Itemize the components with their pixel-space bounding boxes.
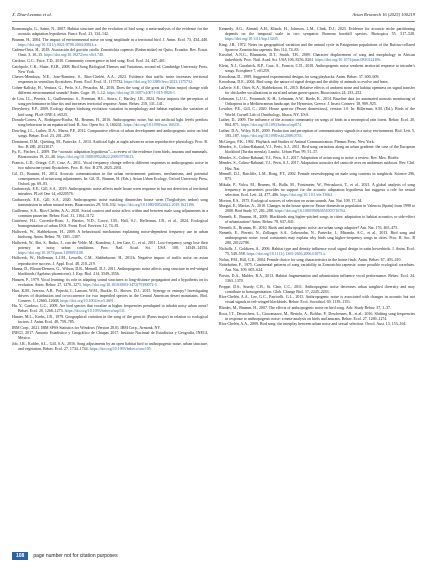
reference-entry: Hunter, M.L., Krebs, J.R., 1979. Geographical variation in the song of the great tit (Parus major) in relation to ecological factors. J. Anim. Ecol. 48, 759–785.	[12, 313, 208, 325]
footer-note: page number not for citation purposes	[33, 553, 118, 559]
reference-entry: Mendes, S., Colino-Rabanal, V.J., Peris, S.J., 2017. Adaptation acoustics del canto de aves en ambientes ruidosos. Rev. Chil. Hist. Nat.	[219, 160, 416, 171]
reference-entry: Nottebohm, F., 1975. Continental patterns of song variability in Zonotrichia capensis: some possible ecological correlates. Am. Nat. 109, 605–624.	[219, 262, 415, 273]
reference-entry: Guillermo, S.A., Ríos-Chelén, A.A., 2020. Social context and noise affect within and between male song adjustments in a common passerine. Behav. Ecol. 31, 1164–1172.	[12, 207, 208, 218]
page-number: 108	[12, 552, 28, 560]
reference-entry: Kirschel, A.N.G., Blumstein, D.T., Smith, T.B., 2009. Character displacement of song and morphology in African tinkerbirds. Proc. Natl. Acad. Sci. USA 106, 8256–8261. https://doi.org/10.1073/pnas.0810124106.	[219, 52, 415, 63]
doi-link[interactable]: https://doi.org/10.1016/0003-3472(79)90072-5.	[82, 281, 158, 287]
reference-entry: Kroodsma, D.E., 2004. Bird song: the nature of signal design and the ability of animals to evolve and learn.	[219, 79, 389, 85]
reference-entry: Job, J.R., Kohler, S.L., Gill, S.A., 2016. Song adjustments by an open habitat bird to anthropogenic noise, urban structure, and vegetation. Behav. Ecol. 27, 1734–1744. https://doi.org/10.1093/beheco/arw105.	[12, 340, 208, 352]
doi-link[interactable]: https://doi.org/10.1002/ece3.4691.	[60, 297, 115, 303]
reference-entry: Halfwerk, W., Slabbekoorn, H., 2009. A behavioural mechanism explaining noise-dependent frequency use in urban birdsong. Anim. Behav. 78, 1301–1307.	[12, 229, 208, 240]
reference-entry: Dowling, J.L., Luther, D.A., Marra, P.P., 2012. Comparative effects of urban development and anthropogenic noise on bird songs. Behav. Ecol. 23, 201–209.	[12, 127, 208, 138]
reference-entry: Cardoso, G.C., Price, T.D., 2010. Community convergence in bird song. Evol. Ecol. 24, 447–461.	[12, 58, 166, 64]
reference-entry: Luther, D., 2009. The influence of the acoustic community on songs of birds in a neotropical rain forest. Behav. Ecol. 20, 864–871. https://doi.org/10.1093/beheco/arp074.	[219, 117, 415, 128]
doi-link[interactable]: https://doi.org/10.1093/beheco/arp131.	[64, 308, 126, 314]
reference-entry: Nemeth, E., Pieretti, N., Zollinger, S.A., Geberzahn, N., Partecke, J., Miranda, A.C., et al., 2013. Bird song and anthropogenic noise: vocal constraints may explain why birds sing higher-frequency songs in cities. Proc. R. Soc. B 280, 20122798.	[219, 230, 415, 246]
reference-entry: Ríos-Chelén, A.A., Lee, G.C., Patricelli, G.L., 2015. Anthropogenic noise is associated with changes in acoustic but not visual signals in red-winged blackbirds. Behav. Ecol. Sociobiol. 69, 1139–1151.	[219, 294, 415, 305]
references-left-column	[12, 26, 208, 352]
doi-link[interactable]: https://doi.org/10.1007/s10071-015-0926-1.	[106, 90, 177, 96]
reference-entry: Hansen, P., 1979. Vocal learning: its role in adapting sound structures to long-distance propagation and a hypothesis on its evolution. Anim. Behav. 27, 1270–1271. https://doi.org/10.1016/0003-3472(79)90072-5.	[12, 276, 208, 287]
reference-entry: Nemeth, E., Brumm, H., 2009. Blackbirds sing higher-pitched songs in cities: adaptation to habitat acoustics or side-effect of urbanization? Anim. Behav. 78, 637–641.	[219, 213, 415, 224]
reference-entry: Potvin, D.A., Mulder, R.A., 2013. Habitat fragmentation and urbanization influence vocal performance. Behav. Ecol. 24, 1363–1370.	[219, 273, 415, 284]
doi-link[interactable]: https://doi.org/10.1073/pnas.0810124106.	[315, 57, 382, 63]
reference-entry: Kroodsma, D., 1989. Suggested experimental designs for song playbacks. Anim. Behav. 37, 600–609.	[219, 73, 380, 79]
header-journal: Avian Research 16 (2025) 100219	[352, 12, 415, 17]
references-right-column	[219, 26, 415, 327]
reference-entry: Brumm, H., 2004. The impact of environmental noise on song amplitude in a territorial bird. J. Anim. Ecol. 73, 434–440. https://doi.org/10.1111/j.0021-8790.2004.00814.x.	[12, 36, 208, 47]
reference-entry: Roca, I.T., Desrochers, L., Giacomazzo, M., Bertolo, A., Bolduc, P., Deschesnes, R., et al., 2016. Shifting song frequencies in response to anthropogenic noise: a meta-analysis on birds and anurans. Behav. Ecol. 27, 1269–1274.	[219, 310, 415, 321]
reference-entry: Dorado-Correa, A., Rodriguez-Rocha, M., Brumm, H., 2016. Anthropogenic noise, but not artificial light levels predicts song behaviour in an equatorial bird. R. Soc. Open Sci. 3, 160231. https://doi.org/10.1098/rsos.160231.	[12, 117, 208, 128]
header-authors: X. Díaz-Lezama et al.	[12, 12, 52, 17]
reference-entry: Kleist, N.J., Guralnick, R.P., Cruz, A., Francis, C.D., 2018. Anthropogenic noise weakens territorial response to intruder's songs. Ecosphere 7, e01259.	[219, 63, 415, 74]
doi-link[interactable]: https://doi.org/10.1111/j.0021-8790.2004.00814.x.	[18, 41, 98, 47]
reference-entry: Lowther, P.E., Gill, C., 2020. House sparrow (Passer domesticus), version 1.0. In: Billerman, S.M. (Ed.), Birds of the World. Cornell Lab of Ornithology, Ithaca, NY, USA.	[219, 106, 415, 117]
reference-entry: Bosmanoglu, G., Saino, N., 2007. Habitat structure and the evolution of bird song: a meta-analysis of the evidence for the acoustic adaptation hypothesis. Funct. Ecol. 21, 134–142.	[12, 26, 208, 37]
reference-entry: Morton, E.S., 1975. Ecological sources of selection on avian sounds. Am. Nat. 109, 17–34.	[219, 197, 363, 203]
reference-entry: Murgui, E., Macías, A., 2010. Changes in the house sparrow Passer domesticus population in Valencia (Spain) from 1998 to 2008. Bird Study 57, 281–288. https://doi.org/10.1080/00063651003716762.	[219, 203, 415, 214]
reference-entry: Hart, K.M., Ivereza, A.R., Pojnshi, I., Lanson, W.M., Buckle, D., Shover, D.J., 2015. Synergy or entropy? Investigating drivers of distribution and co-occurrence for two imperiled species in the Central American desert mountains. Biol. Conserv. 1, 12660–12668. https://doi.org/10.1002/ece3.4691.	[12, 287, 208, 303]
running-header	[12, 10, 415, 20]
reference-entry: Mendes, S., Colino-Rabanal, V.J., Peris, S.J., 2011. Bird song variations along an urban gradient: the case of the European blackbird (Turdus merula). Landsc. Urban Plan. 99, 51–57.	[219, 144, 415, 155]
reference-entry: Derryberry, E.P., 2009. Ecology shapes birdsong evolution: variation in morphology and habitat explains the variation of bird song. PLoS ONE 4, e6525.	[12, 106, 208, 117]
reference-entry: McGregor, P.K., 1992. Playback and Studies of Animal Communication. Plenum Press, New York.	[219, 138, 375, 144]
reference-entry: Nolan, P.M., Hill, G.E., 2004. Female choice for song characteristics in the house finch. Anim. Behav. 67, 403–410.	[219, 256, 402, 262]
doi-link[interactable]: https://doi.org/10.1080/09524622.2009.9753613.	[56, 154, 135, 160]
reference-entry: Lehmann, G.U.C., Frommolt, K.-H., Lehmann, A.W., Riede, K., 2014. Baseline data for automated acoustic monitoring of Orthoptera in a Mediterranean landscape, the Hymettos, Greece. J. Insect Conserv. 18, 909–925.	[219, 95, 415, 106]
reference-entry: Grabarczyk, E.E., Gill, S.A., 2020. Anthropogenic noise masking diminishes house wren (Troglodytes aedon) song transmission in urban natural areas. Bioacoustics 29, 518–532. https://doi.org/10.1080/09524622.2019.1621196.	[12, 197, 208, 208]
reference-entry: Dominoni, D.M., Quetting, M., Partecke, J., 2013. Artificial light at night advances avian reproductive physiology. Proc. R. Soc. B 280, 20123017.	[12, 138, 208, 149]
reference-entry: Proppe, D.S., Sturdy, C.B., St. Clair, C.C., 2011. Anthropogenic noise decreases urban songbird diversity and may contribute to homogenization. Glob. Change Biol. 17, 2245–2263.	[219, 283, 415, 294]
doi-link[interactable]: https://doi.org/10.1080/09524622.2019.1621196.	[117, 202, 195, 208]
doi-link[interactable]: https://doi.org/10.1080/00063651003716762.	[274, 208, 347, 214]
reference-entry: Nemeth, E., Brumm, H., 2010. Birds and anthropogenic noise: are urban songs adaptive? Am. Nat. 176, 465–475.	[219, 224, 399, 230]
reference-entry: Kennedy, A.G., Ahmad, A.H., Klinck, H., Johnson, L.M., Clink, D.J., 2023. Evidence for acoustic niche partitioning depends on the temporal scale in two sympatric Bornean hornbill species. Biotropica 55, 517–528. https://doi.org/10.1111/btp.13205.	[219, 26, 415, 42]
reference-entry: Luther, D.A., Wiley, R.H., 2009. Production and perception of communicatory signals in a noisy environment. Biol. Lett. 5, 183–187. https://doi.org/10.1098/rsbl.2008.0733.	[219, 127, 415, 138]
doi-link[interactable]: https://doi.org/10.1098/rsbl.2008.0733.	[240, 132, 303, 138]
reference-entry: INEGI, 2017. Anuario Estadístico y Geográfico de Chiapas 2017. Instituto Nacional de Estadística y Geografía, INEGI, México.	[12, 330, 208, 341]
reference-entry: Ríos-Chelén, A.A., 2009. Bird song: the interplay between urban noise and sexual selection. Oecol. Aust. 13, 153–164.	[219, 321, 407, 327]
reference-entry: Hu, Y., Cardoso, G.C., 2009. Are bird species that vocalize at higher frequencies preadapted to inhabit noisy urban areas? Behav. Ecol. 20, 1268–1273. https://doi.org/10.1093/beheco/arp131.	[12, 303, 208, 314]
reference-entry: Hanna, D., Blouin-Demers, G., Wilson, D.R., Mennill, D.J., 2011. Anthropogenic noise affects song structure in red-winged blackbirds (Agelaius phoeniceus). J. Exp. Biol. 214, 3549–3556.	[12, 266, 208, 277]
reference-entry: Nicholls, J., Goldizen, A., 2006. Habitat type and density influence vocal signal design in satin bowerbirds. J. Anim. Ecol. 75, 549–558. https://doi.org/10.1111/j.1365-2656.2006.01075.x.	[219, 245, 415, 257]
doi-link[interactable]: https://doi.org/10.1073/pnas.1109091108.	[18, 249, 84, 255]
doi-link[interactable]: https://doi.org/10.1111/btp.13205.	[225, 36, 279, 42]
reference-entry: Mennill, D.J., Ratcliffe, L.M., Boag, P.T., 2002. Female eavesdropping on male song contests in songbirds. Science 296, 873.	[219, 171, 415, 182]
doi-link[interactable]: https://doi.org/10.18272/reo.v0i3.740.	[44, 52, 105, 58]
doi-link[interactable]: https://doi.org/10.3389/fevo.2023.1175732.	[124, 79, 193, 85]
reference-entry: King, J.R., 1972. Notes on geographical variation and the annual cycle in Patagonian populations of the Rufous-collared Sparrow Zonotrichia capensis. Ibis 114, 74–83.	[219, 41, 415, 52]
doi-link[interactable]: https://doi.org/10.1111/j.1365-2656.2006.01075.x.	[246, 251, 327, 257]
reference-entry: de Lira, I.L., Pereira, L., Guilhermino, S., Freeman, H.L., Sierra, J., Hartley, J.R., 2024. Noise impacts the perception of song performance in blue tits and increases territorial response. Anim. Behav. 210, 131–141.	[12, 95, 208, 106]
reference-entry: Cadena-Ortiz, H., 2018. Asociación del gorrión criollo Zonotrichia capensis (Emberizidae) en Quito, Ecuador. Rev. Ecuat. Ornit. 3, 10–15. https://doi.org/10.18272/reo.v0i3.740.	[12, 47, 208, 58]
reference-entry: Ey, E., Fischer, J., 2009. The “acoustic adaptation hypothesis”—a review of the evidence from birds, anurans and mammals. Bioacoustics 19, 21–48. https://doi.org/10.1080/09524622.2009.9753613.	[12, 149, 208, 160]
reference-entry: Halfwerk, W., Bot, S., Buikx, J., van der Velde, M., Komdeur, J., ten Cate, C., et al., 2011. Low-frequency songs lose their potency in noisy urban conditions. Proc. Natl. Acad. Sci. USA 108, 14549–14554. https://doi.org/10.1073/pnas.1109091108.	[12, 239, 208, 255]
doi-link[interactable]: https://doi.org/10.1093/beheco/arp074.	[240, 122, 303, 128]
reference-entry: Chaves-Mendoza, N.E., Jose-Ramirez, S., Rios-Chelén, A.A., 2023. Evidence that traffic noise increases territorial responses in vermilion flycatchers. Front. Ecol. Evol. 11, 1175732. https://doi.org/10.3389/fevo.2023.1175732.	[12, 74, 208, 85]
reference-entry: Gil, D., Brumm, H., 2014. Acoustic communication in the urban environment: patterns, mechanisms, and potential consequences of avian song adjustments. In: Gil, D., Brumm, H. (Eds.), Avian Urban Ecology. Oxford University Press, Oxford, pp. 69–83.	[12, 170, 208, 186]
reference-entry: Halfwerk, W., Holleman, L.J.M., Lessells, C.M., Slabbekoorn, H., 2011b. Negative impact of traffic noise on avian reproductive success. J. Appl. Ecol. 48, 210–219.	[12, 255, 208, 266]
doi-link[interactable]: https://doi.org/10.1093/beheco/arw105.	[89, 346, 152, 352]
doi-link[interactable]: https://doi.org/10.1098/rsos.160231.	[123, 122, 181, 128]
reference-entry: Mendes, S., Colino-Rabanal, V.J., Peris, S.J., 2017. Adaptation of avian song to noise: a review. Rev. Mex. Biodiv.	[219, 154, 400, 160]
reference-entry: Mikula, P., Valcu, M., Brumm, H., Bulla, M., Forstmeier, W., Petrusková, T., et al., 2021. A global analysis of song frequency in passerines provides no support for the acoustic adaptation hypothesis but suggests a role for sexual selection. Ecol. Lett. 24, 477–486. https://doi.org/10.1111/ele.13662.	[219, 181, 415, 197]
reference-entry: Gutiérrez, H.J., Corredor-Rozo, J., Barrios, N.D., Grove, J.M., Hall, S.J., Heffernan, J.B., et al., 2024. Ecological homogenization of urban USA. Front. Ecol. Environ. 12, 74–81.	[12, 218, 208, 229]
doi-link[interactable]: https://doi.org/10.1111/ele.13662.	[280, 191, 334, 197]
reference-entry: Catchpole, C.K., Slater, P.J.B., 2008. Bird Song Biological Themes and Variations, second ed. Cambridge University Press, New York.	[12, 63, 208, 74]
reference-entry: Grabarczyk, E.E., Gill, S.A., 2019. Anthropogenic noise affects male house wren response to but not detection of territorial intruders. PLoS One 14, e0220576.	[12, 186, 208, 197]
reference-entry: Cohen-Kalisky, H., Ventura, G., Perlo, S.J., Pesacdor, M., 2016. Does the song of the great tit (Parus major) change with different environmental sounds? Anim. Cogn. 19, 1–12. https://doi.org/10.1007/s10071-015-0926-1.	[12, 85, 208, 96]
reference-entry: LaZerte, S.E., Otter, K.A., Slabbekoorn, H., 2015. Relative effects of ambient noise and habitat openness on signal transfer for chickadee vocalizations in rural and urban green-spaces. Bioacoustics 24, 233–252.	[219, 85, 415, 96]
header-rule	[12, 21, 415, 22]
page-footer	[12, 550, 118, 562]
reference-entry: IBM Corp., 2021. IBM SPSS Statistics for Windows (Version 28.0). IBM Corp., Armonk, NY.	[12, 324, 161, 330]
reference-entry: Francis, C.D., Ortega, C.P., Cruz, A., 2011. Vocal frequency change reflects different responses to anthropogenic noise in two suboscine tyrant flycatchers. Proc. R. Soc. B 278, 2025–2031.	[12, 159, 208, 170]
reference-entry: Rhodes, M., Brumm, H., 2007. The effects of anthropogenic noise on bird song. Adv. Study Behav. 37, 1–37.	[219, 305, 392, 311]
